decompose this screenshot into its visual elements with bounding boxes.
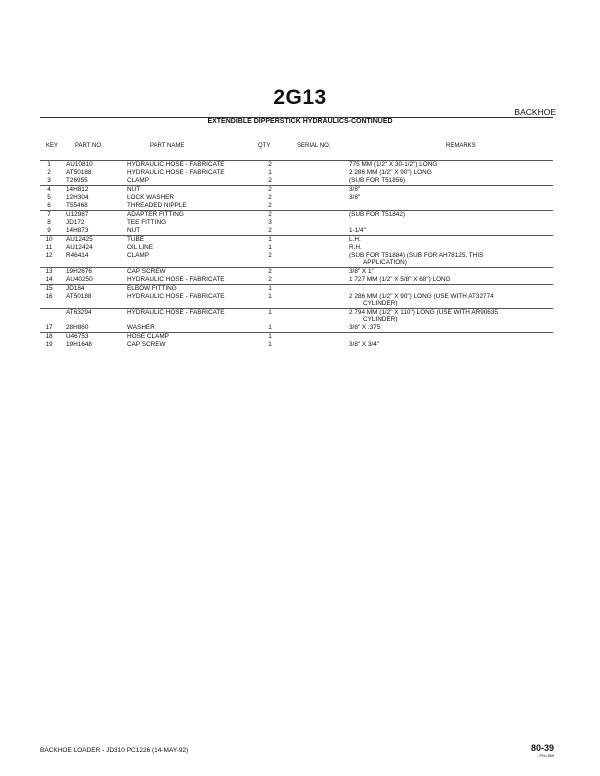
row-key: 5: [47, 194, 51, 201]
row-remarks: L.H.: [349, 236, 361, 243]
row-key: 8: [47, 219, 51, 226]
table-row: [40, 267, 553, 276]
row-part-name: HYDRAULIC HOSE - FABRICATE: [127, 309, 225, 316]
column-header-part-name: PART NAME: [150, 143, 185, 149]
row-remarks: 1-1/4": [349, 227, 366, 234]
page-number: 80-39: [530, 743, 554, 753]
row-part-no: 14H812: [66, 186, 89, 193]
row-key: 12: [45, 252, 53, 259]
row-part-no: JD172: [66, 219, 85, 226]
row-key: 15: [45, 285, 53, 292]
section-label: BACKHOE: [514, 107, 556, 117]
row-remarks: 775 MM (1/2" X 30-1/2") LONG: [349, 161, 438, 168]
row-part-no: AU12425: [66, 236, 93, 243]
row-key: 13: [45, 268, 53, 275]
table-row: [40, 169, 553, 177]
row-remarks: [349, 293, 494, 307]
row-qty: 1: [268, 244, 272, 251]
row-part-no: AT50188: [66, 169, 92, 176]
footer-document-info: BACKHOE LOADER - JD310 PC1226 (14-MAY-92): [40, 747, 189, 754]
row-qty: 1: [268, 333, 272, 340]
row-remarks-continued: APPLICATION): [363, 259, 407, 266]
row-remarks: 1 727 MM (1/2" X 5/8" X 68") LONG: [349, 276, 451, 283]
row-key: 18: [45, 333, 53, 340]
row-part-no: 12H304: [66, 194, 89, 201]
column-header-serial-no: SERIAL NO.: [297, 143, 331, 149]
row-qty: 2: [268, 161, 272, 168]
row-qty: 2: [268, 252, 272, 259]
table-row: [40, 276, 553, 284]
row-part-no: 19H2676: [66, 268, 92, 275]
row-part-no: 14H873: [66, 227, 89, 234]
row-remarks: 3/8": [349, 186, 361, 193]
row-part-name: OIL LINE: [127, 244, 154, 251]
table-row: [40, 252, 553, 267]
column-header-part-no: PART NO.: [75, 143, 103, 149]
row-part-no: AT50188: [66, 293, 92, 300]
table-row: [40, 244, 553, 252]
row-part-no: U12987: [66, 211, 89, 218]
row-qty: 1: [268, 341, 272, 348]
row-qty: 2: [268, 211, 272, 218]
row-part-name: HYDRAULIC HOSE - FABRICATE: [127, 169, 225, 176]
row-part-name: TEE FITTING: [127, 219, 167, 226]
row-part-no: AU40250: [66, 276, 93, 283]
row-qty: 1: [268, 236, 272, 243]
row-key: 6: [47, 202, 51, 209]
table-row: [40, 185, 553, 194]
row-part-no: T55468: [66, 202, 88, 209]
row-qty: 2: [268, 227, 272, 234]
row-part-no: 19H1648: [66, 341, 92, 348]
row-part-name: HYDRAULIC HOSE - FABRICATE: [127, 161, 225, 168]
row-qty: 3: [268, 219, 272, 226]
row-part-name: NUT: [127, 227, 141, 234]
table-row: [40, 210, 553, 219]
row-key: 19: [45, 341, 53, 348]
row-part-name: CLAMP: [127, 177, 150, 184]
row-part-name: WASHER: [127, 324, 155, 331]
row-key: 1: [47, 161, 51, 168]
column-header-key: KEY: [46, 143, 59, 149]
row-part-name: LOCK WASHER: [127, 194, 174, 201]
row-part-name: NUT: [127, 186, 141, 193]
row-qty: 1: [268, 309, 272, 316]
row-qty: 1: [268, 324, 272, 331]
row-part-name: ELBOW FITTING: [127, 285, 177, 292]
row-remarks: [349, 252, 483, 266]
row-key: 7: [47, 211, 51, 218]
table-row: [40, 194, 553, 202]
row-part-name: HOSE CLAMP: [127, 333, 169, 340]
row-part-name: CAP SCREW: [127, 268, 166, 275]
row-part-no: 28H860: [66, 324, 89, 331]
table-row: [40, 202, 553, 210]
row-qty: 2: [268, 268, 272, 275]
row-part-no: R46414: [66, 252, 89, 259]
page-title: 2G13: [273, 86, 327, 109]
row-remarks-continued: CYLINDER): [363, 316, 398, 323]
row-remarks: R.H.: [349, 244, 362, 251]
row-key: 2: [47, 169, 51, 176]
row-qty: 1: [268, 169, 272, 176]
row-part-no: AU10810: [66, 161, 93, 168]
row-key: 17: [45, 324, 53, 331]
table-row: [40, 284, 553, 293]
row-remarks-continued: CYLINDER): [363, 300, 398, 307]
table-row: [40, 160, 553, 169]
row-part-no: T26955: [66, 177, 88, 184]
row-remarks: 3/8" X 3/4": [349, 341, 380, 348]
table-row: [40, 219, 553, 227]
row-remarks: (SUB FOR T51842): [349, 211, 405, 218]
table-row: [40, 227, 553, 235]
row-part-name: CAP SCREW: [127, 341, 166, 348]
row-key: 3: [47, 177, 51, 184]
row-part-name: THREADED NIPPLE: [127, 202, 187, 209]
row-remarks-line: (SUB FOR T51884) (SUB FOR AH78125, THIS: [349, 252, 484, 259]
row-remarks: 3/8": [349, 194, 361, 201]
row-part-no: AU12424: [66, 244, 93, 251]
row-part-name: HYDRAULIC HOSE - FABRICATE: [127, 276, 225, 283]
row-part-no: AT63294: [66, 309, 92, 316]
column-header-qty: QTY: [258, 143, 271, 149]
row-remarks: 3/8" X .375: [349, 324, 381, 331]
row-key: 10: [45, 236, 53, 243]
row-part-no: JD184: [66, 285, 85, 292]
row-remarks: 2 286 MM (1/2" X 90") LONG: [349, 169, 432, 176]
row-remarks: (SUB FOR T51856): [349, 177, 405, 184]
row-qty: 1: [268, 285, 272, 292]
table-row: [40, 293, 553, 308]
row-remarks-line: 2 286 MM (1/2" X 90") LONG (USE WITH AT32774: [349, 293, 494, 300]
row-part-name: TUBE: [127, 236, 145, 243]
row-remarks-line: 2 794 MM (1/2" X 110") LONG (USE WITH AR90635: [349, 309, 498, 316]
table-row: [40, 308, 553, 324]
parts-table: [40, 160, 553, 349]
table-subtitle: EXTENDIBLE DIPPERSTICK HYDRAULICS-CONTINUED: [207, 118, 393, 125]
row-key: 4: [47, 186, 51, 193]
row-key: 11: [45, 244, 53, 251]
row-qty: 1: [268, 293, 272, 300]
table-row: [40, 332, 553, 341]
row-part-no: U46753: [66, 333, 89, 340]
table-row: [40, 235, 553, 244]
row-key: 16: [45, 293, 53, 300]
row-part-name: ADAPTER FITTING: [127, 211, 184, 218]
row-qty: 2: [268, 276, 272, 283]
row-remarks: [349, 309, 498, 323]
row-qty: 2: [268, 177, 272, 184]
table-row: [40, 324, 553, 332]
row-qty: 2: [268, 194, 272, 201]
table-row: [40, 177, 553, 185]
row-part-name: HYDRAULIC HOSE - FABRICATE: [127, 293, 225, 300]
row-qty: 2: [268, 202, 272, 209]
column-header-remarks: REMARKS: [446, 143, 476, 149]
row-part-name: CLAMP: [127, 252, 150, 259]
page-sub-code: PN=389: [539, 753, 554, 758]
row-key: 14: [45, 276, 53, 283]
row-qty: 2: [268, 186, 272, 193]
row-key: 9: [47, 227, 51, 234]
table-row: [40, 341, 553, 349]
row-remarks: 3/8" X 1": [349, 268, 374, 275]
